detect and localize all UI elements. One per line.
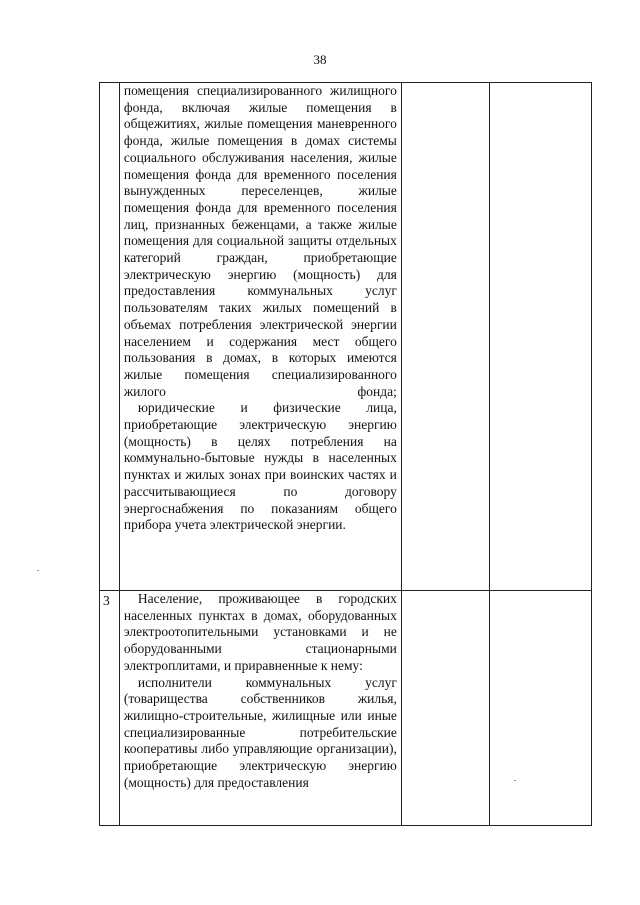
table-row bbox=[100, 83, 592, 591]
table-row bbox=[100, 591, 592, 826]
paragraph: Население, проживающее в городских населенных пунктах в домах, оборудованных электроотопительными установками и не оборудованными стационарными электроплитами, и приравненные к нему: bbox=[123, 591, 397, 673]
row-number-cell: 3 bbox=[100, 591, 120, 826]
paragraph: юридические и физические лица, приобретающие электрическую энергию (мощность) в целях потребления на коммунально-бытовые нужды в населенных пунктах и жилых зонах при воинских частях и рассчитывающиеся по договору энергоснабжения по показаниям общего прибора учета электрической энергии. bbox=[123, 400, 397, 533]
empty-cell bbox=[489, 83, 591, 591]
row-number-cell bbox=[100, 83, 120, 591]
tariff-table bbox=[99, 82, 592, 826]
empty-cell bbox=[401, 83, 489, 591]
paragraph: исполнители коммунальных услуг (товарищества собственников жилья, жилищно-строительные, жилищные или иные специализированные потребительские кооперативы либо управляющие организации), приобретающие электрическую энергию (мощность) для предоставления bbox=[123, 674, 397, 790]
empty-cell bbox=[401, 591, 489, 826]
paragraph: помещения специализированного жилищного фонда, включая жилые помещения в общежитиях, жилые помещения маневренного фонда, жилые помещения в домах системы социального обслуживания населения, жилые помещения фонда для временного поселения вынужденных переселенцев, жилые помещения фонда для временного поселения лиц, признанных беженцами, а также жилые помещения для социальной защиты отдельных категорий граждан, приобретающие электрическую энергию (мощность) для предоставления коммунальных услуг пользователям таких жилых помещений в объемах потребления электрической энергии населением и содержания мест общего пользования в домах, в которых имеются жилые помещения специализированного жилого фонда; bbox=[123, 83, 397, 399]
row-description-cell bbox=[119, 83, 401, 591]
empty-cell bbox=[489, 591, 591, 826]
scan-artifact bbox=[37, 570, 39, 571]
row-description-cell bbox=[119, 591, 401, 826]
scan-artifact bbox=[514, 780, 516, 781]
page-number: 38 bbox=[313, 52, 327, 67]
